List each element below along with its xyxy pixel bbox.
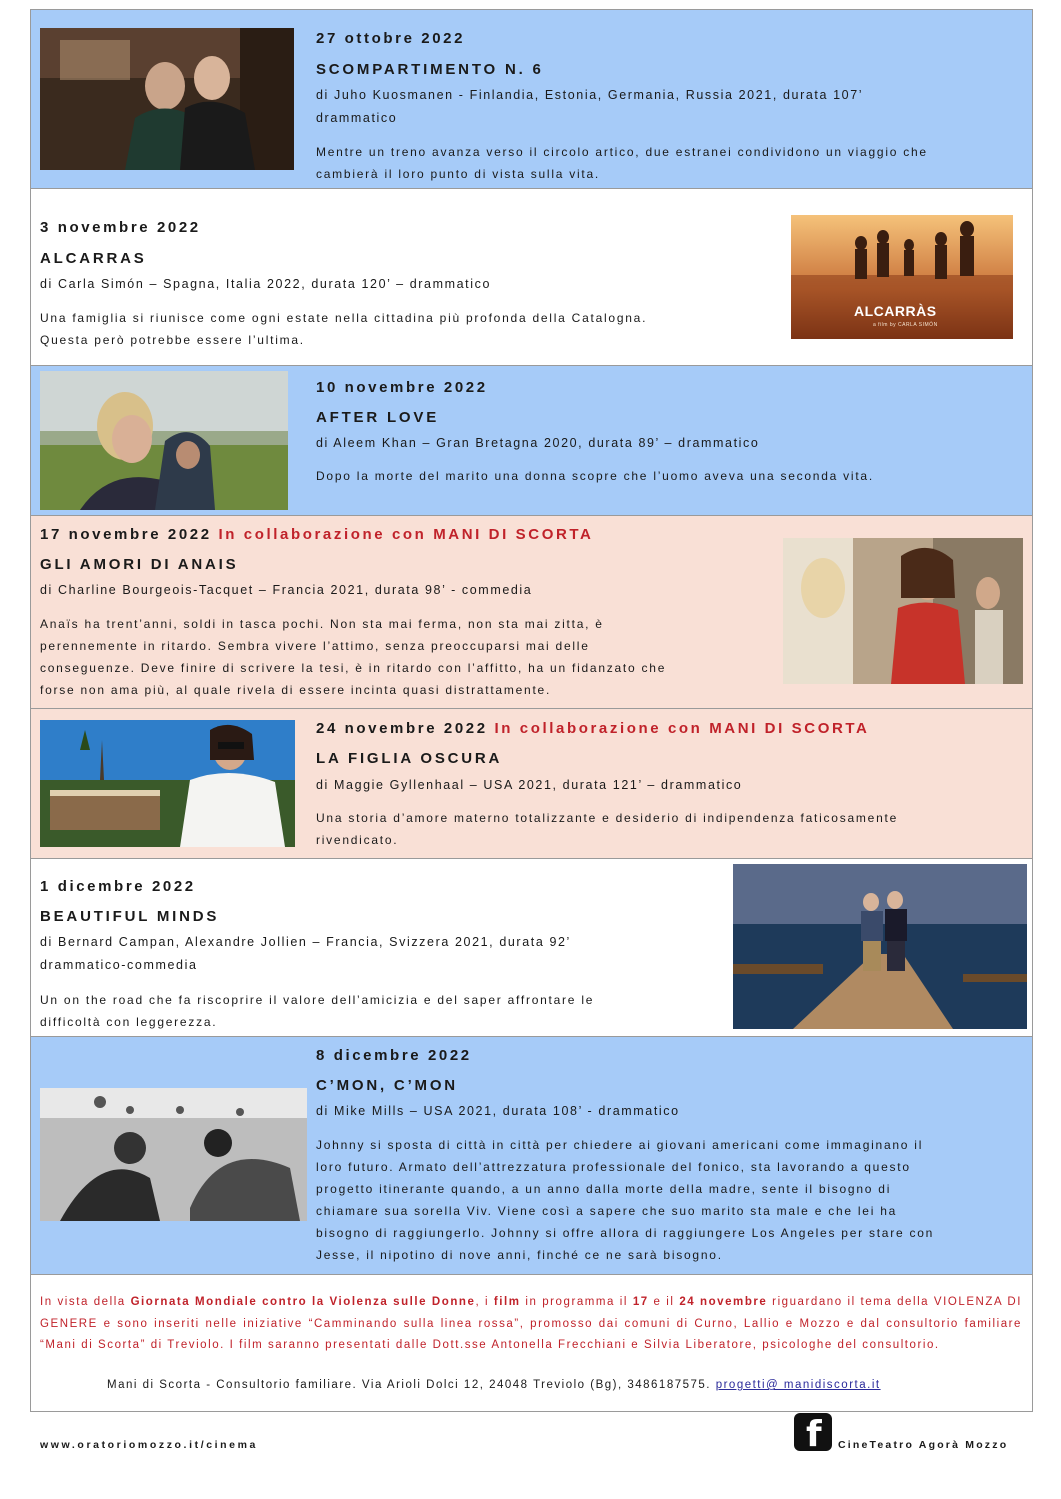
- website-link[interactable]: www.oratoriomozzo.it/cinema: [40, 1439, 258, 1451]
- notice-part: riguardano il tema della VIOLENZA DI GENERE e sono inseriti nelle iniziative “Camminando sulla linea rossa”, promosso dai comuni di Curno, Lallio e Mozzo e dal consultorio familiare “Mani di Scorta” di Treviolo. I film saranno presentati dalle Dott.sse Antonella Frecchiani e Silvia Liberatore, psicologhe del consultorio.: [40, 1296, 1022, 1351]
- film-meta-line: di Mike Mills – USA 2021, durata 108’ - drammatico: [316, 1104, 680, 1118]
- poster-title: ALCARRÀS: [854, 303, 937, 319]
- film-desc-line: rivendicato.: [316, 833, 399, 847]
- film-row-scompartimento: [31, 10, 1032, 189]
- film-date: 10 novembre 2022: [316, 379, 488, 396]
- film-title: SCOMPARTIMENTO N. 6: [316, 61, 544, 78]
- film-description: [40, 613, 666, 701]
- film-date: 8 dicembre 2022: [316, 1047, 472, 1064]
- film-still-cmon-cmon: [40, 1088, 307, 1221]
- film-desc-line: bisogno di raggiungerlo. Johnny si offre allora di raggiungere Los Angeles per stare con: [316, 1226, 935, 1240]
- contact-text: Mani di Scorta - Consultorio familiare. Via Arioli Dolci 12, 24048 Treviolo (Bg), 3486187575.: [107, 1379, 716, 1391]
- film-meta-line: drammatico: [316, 111, 398, 125]
- film-date: 1 dicembre 2022: [40, 878, 196, 895]
- film-description: [316, 807, 898, 851]
- film-still-after-love: [40, 371, 288, 510]
- film-title: AFTER LOVE: [316, 409, 440, 426]
- film-title: BEAUTIFUL MINDS: [40, 908, 220, 925]
- film-meta-line: di Maggie Gyllenhaal – USA 2021, durata 121’ – drammatico: [316, 778, 743, 792]
- film-date: 3 novembre 2022: [40, 219, 201, 236]
- film-meta: [316, 432, 759, 455]
- facebook-glyph: f: [806, 1414, 822, 1455]
- film-desc-line: perennemente in ritardo. Sembra vivere l’attimo, senza preoccuparsi mai delle: [40, 639, 590, 653]
- film-meta: [40, 579, 532, 602]
- film-title: C’MON, C’MON: [316, 1077, 458, 1094]
- film-row-cmon-cmon: [31, 1037, 1032, 1275]
- film-schedule: [30, 9, 1033, 1412]
- film-date-text: 24 novembre 2022: [316, 720, 488, 737]
- film-meta: [40, 931, 571, 977]
- film-meta-line: di Juho Kuosmanen - Finlandia, Estonia, Germania, Russia 2021, durata 107’: [316, 88, 864, 102]
- film-meta: [316, 1100, 680, 1123]
- film-desc-line: Dopo la morte del marito una donna scopre che l’uomo aveva una seconda vita.: [316, 469, 874, 483]
- collaboration-note: In collaborazione con MANI DI SCORTA: [218, 526, 594, 543]
- notice-text: [40, 1292, 1022, 1357]
- notice-bold: film: [493, 1296, 521, 1308]
- notice-part: , i: [475, 1296, 494, 1308]
- email-link[interactable]: progetti@ manidiscorta.it: [715, 1379, 881, 1391]
- film-desc-line: conseguenze. Deve finire di scrivere la tesi, è in ritardo con l’affitto, ha un fidanzato che: [40, 661, 667, 675]
- film-desc-line: difficoltà con leggerezza.: [40, 1015, 218, 1029]
- film-still-scompartimento: [40, 28, 294, 170]
- film-row-amori-anais: [31, 516, 1032, 709]
- film-desc-line: Anaïs ha trent’anni, soldi in tasca pochi. Non sta mai ferma, non sta mai zitta, è: [40, 617, 604, 631]
- film-row-after-love: [31, 366, 1032, 516]
- film-description: [40, 307, 647, 351]
- notice-part: in programma il: [520, 1296, 633, 1308]
- violence-awareness-notice: [31, 1275, 1032, 1411]
- film-description: [40, 989, 594, 1033]
- facebook-icon[interactable]: [794, 1413, 832, 1455]
- film-desc-line: progetto itinerante quando, a un anno dalla morte della madre, sente il bisogno di: [316, 1182, 892, 1196]
- film-still-figlia-oscura: [40, 720, 295, 847]
- notice-part: In vista della: [40, 1296, 131, 1308]
- film-description: [316, 465, 874, 487]
- film-meta-line: di Bernard Campan, Alexandre Jollien – Francia, Svizzera 2021, durata 92’: [40, 935, 571, 949]
- film-description: [316, 141, 928, 185]
- film-title: ALCARRAS: [40, 250, 147, 267]
- film-desc-line: Jesse, il nipotino di nove anni, finché ce ne sarà bisogno.: [316, 1248, 723, 1262]
- film-poster-alcarras: [791, 215, 1013, 339]
- film-desc-line: Mentre un treno avanza verso il circolo artico, due estranei condividono un viaggio che: [316, 145, 928, 159]
- film-desc-line: Un on the road che fa riscoprire il valore dell’amicizia e del saper affrontare le: [40, 993, 595, 1007]
- film-meta: [316, 774, 742, 797]
- film-meta: [40, 273, 491, 296]
- film-desc-line: loro futuro. Armato dell’attrezzatura professionale del fonico, sta lavorando a questo: [316, 1160, 911, 1174]
- notice-part: e il: [648, 1296, 680, 1308]
- contact-line: [107, 1379, 881, 1391]
- film-description: [316, 1134, 934, 1266]
- film-desc-line: chiamare sua sorella Viv. Viene così a sapere che suo marito sta male e che lei ha: [316, 1204, 898, 1218]
- venue-name: CineTeatro Agorà Mozzo: [838, 1439, 1009, 1451]
- film-desc-line: Una storia d’amore materno totalizzante e desiderio di indipendenza faticosamente: [316, 811, 899, 825]
- film-date-text: 17 novembre 2022: [40, 526, 212, 543]
- film-still-amori-anais: [783, 538, 1023, 684]
- film-meta-line: di Aleem Khan – Gran Bretagna 2020, durata 89’ – drammatico: [316, 436, 760, 450]
- film-still-beautiful-minds: [733, 864, 1027, 1029]
- collaboration-note: In collaborazione con MANI DI SCORTA: [494, 720, 870, 737]
- film-meta-line: di Carla Simón – Spagna, Italia 2022, durata 120’ – drammatico: [40, 277, 492, 291]
- film-meta-line: di Charline Bourgeois-Tacquet – Francia 2021, durata 98’ - commedia: [40, 583, 533, 597]
- film-title: GLI AMORI DI ANAIS: [40, 556, 239, 573]
- film-desc-line: Johnny si sposta di città in città per chiedere ai giovani americani come immaginano il: [316, 1138, 924, 1152]
- notice-bold: 17: [632, 1296, 649, 1308]
- film-meta: [316, 84, 863, 130]
- film-date: [316, 720, 869, 737]
- film-desc-line: Una famiglia si riunisce come ogni estate nella cittadina più profonda della Catalogna.: [40, 311, 648, 325]
- poster-credit: a film by CARLA SIMÓN: [873, 322, 938, 328]
- notice-bold: 24 novembre: [679, 1296, 768, 1308]
- film-date: [40, 526, 593, 543]
- film-desc-line: cambierà il loro punto di vista sulla vita.: [316, 167, 601, 181]
- film-desc-line: Questa però potrebbe essere l’ultima.: [40, 333, 305, 347]
- film-row-alcarras: [31, 189, 1032, 366]
- film-row-figlia-oscura: [31, 709, 1032, 859]
- film-meta-line: drammatico-commedia: [40, 958, 198, 972]
- film-date: 27 ottobre 2022: [316, 30, 466, 47]
- film-desc-line: forse non ama più, al quale rivela di essere incinta quasi distrattamente.: [40, 683, 552, 697]
- notice-bold: Giornata Mondiale contro la Violenza sulle Donne: [130, 1296, 476, 1308]
- film-title: LA FIGLIA OSCURA: [316, 750, 503, 767]
- film-row-beautiful-minds: [31, 859, 1032, 1037]
